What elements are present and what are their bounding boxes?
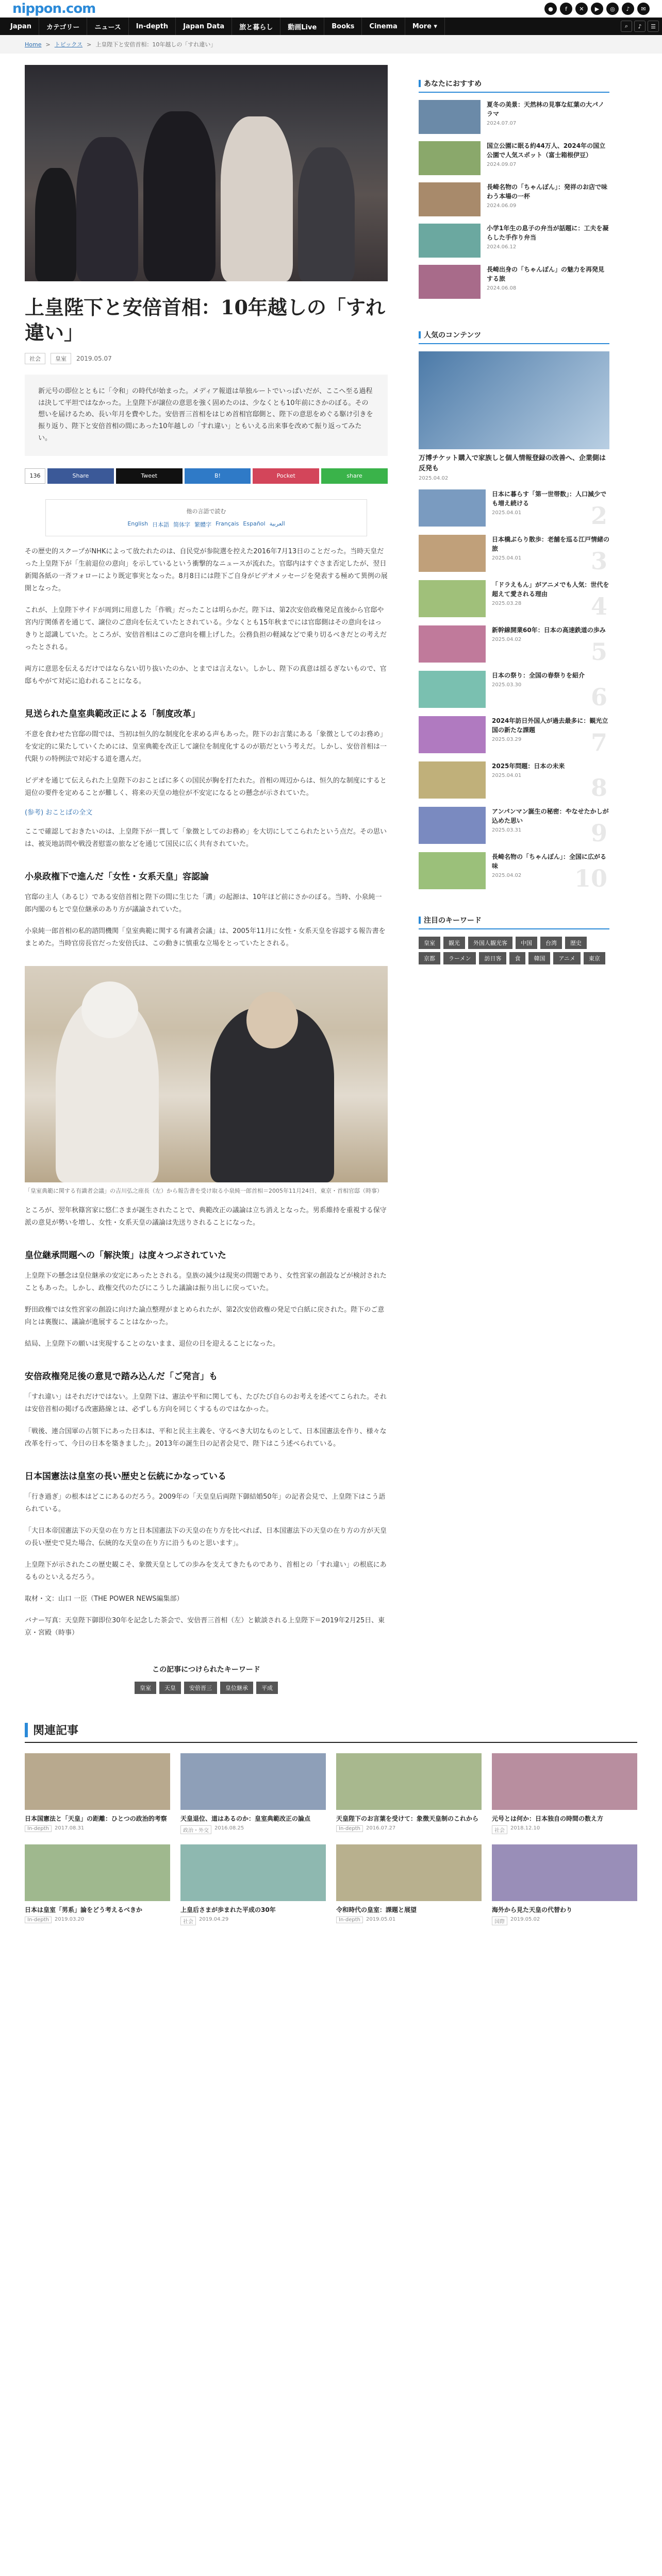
social-icon[interactable]: ● — [544, 3, 557, 15]
related-meta — [336, 1917, 482, 1923]
language-list — [53, 520, 359, 529]
heading-marker — [25, 1723, 28, 1737]
recommend-title: 国立公園に眠る約44万人、2024年の国立公園で人気スポット（富士箱根伊豆） — [487, 142, 606, 159]
paragraph: 「大日本帝国憲法下の天皇の在り方と日本国憲法下の天皇の在り方を比べれば、日本国憲法下の天皇の在り方の方が天皇の長い歴史で見た場合、伝統的な天皇の在り方に沿うものと思います」。 — [25, 1527, 387, 1547]
language-box — [45, 499, 367, 536]
recommend-thumbnail — [419, 265, 481, 299]
nav-item[interactable]: Books — [324, 18, 362, 35]
ranking-text — [492, 671, 585, 708]
related-title: 令和時代の皇室：課題と展望 — [336, 1906, 417, 1914]
ranking-number: 5 — [590, 638, 607, 666]
ranking-heading — [419, 330, 609, 344]
tag-social[interactable]: 社会 — [25, 353, 45, 364]
ranking-item-1[interactable] — [419, 351, 609, 481]
share-bar — [25, 468, 388, 484]
related-kind: In-depth — [336, 1825, 363, 1832]
related-date: 2019.04.29 — [199, 1917, 229, 1923]
article-meta — [25, 353, 388, 364]
related-kind: 政治・外交 — [180, 1825, 211, 1834]
related-thumbnail — [180, 1753, 326, 1810]
keyword-tag[interactable]: 訪日客 — [479, 952, 506, 964]
ranking-item[interactable] — [419, 671, 609, 711]
ranking-list — [419, 489, 610, 892]
recommend-date: 2024.06.08 — [487, 285, 517, 291]
nav-icon[interactable]: ☰ — [648, 21, 659, 32]
social-icon[interactable]: f — [560, 3, 572, 15]
ranking-thumbnail — [419, 807, 486, 844]
heading-marker — [419, 917, 421, 924]
keyword-tag[interactable]: 台湾 — [540, 937, 562, 949]
language-link[interactable]: 日本語 — [152, 521, 170, 528]
related-title: 日本国憲法と「天皇」の距離：ひとつの政治的考察 — [25, 1815, 167, 1823]
ranking-date: 2025.03.28 — [492, 601, 522, 606]
ranking-title: 日本橋ぶらり散歩：老舗を巡る江戸情緒の旅 — [492, 536, 610, 552]
recommend-item[interactable] — [419, 265, 609, 299]
keyword-tag[interactable]: 皇室 — [135, 1682, 156, 1694]
ranking-item[interactable] — [419, 625, 609, 666]
related-heading — [25, 1722, 637, 1743]
ranking-thumbnail — [419, 761, 486, 799]
related-kind: 社会 — [492, 1825, 507, 1834]
ranking-item[interactable] — [419, 716, 609, 756]
ranking-thumbnail — [419, 535, 486, 572]
facebook-share-button[interactable]: Share — [47, 468, 114, 484]
breadcrumb-link[interactable]: Home — [25, 41, 42, 48]
recommend-thumbnail — [419, 141, 481, 175]
ranking-title: 日本の祭り：全国の春祭りを紹介 — [492, 672, 585, 679]
ranking-text — [492, 761, 565, 799]
related-title: 天皇退位、道はあるのか：皇室典範改正の論点 — [180, 1815, 311, 1823]
breadcrumb — [0, 35, 662, 54]
related-date: 2019.05.02 — [510, 1917, 540, 1923]
tag-imperial[interactable]: 皇室 — [51, 353, 71, 364]
paragraph: 上皇陛下が示されたこの歴史観こそ、象徴天皇としての歩みを支えてきたものであり、首相との「すれ違い」の根底にあるものといえるだろう。 — [25, 1561, 387, 1581]
keyword-tag[interactable]: ラーメン — [443, 952, 476, 964]
related-kind: 社会 — [180, 1917, 196, 1925]
recommend-title: 夏冬の美景：天然林の見事な紅葉の大パノラマ — [487, 101, 605, 117]
tweet-button[interactable]: Tweet — [116, 468, 183, 484]
ranking-title: 新幹線開業60年：日本の高速鉄道の歩み — [492, 626, 606, 634]
social-icon[interactable]: ◎ — [606, 3, 619, 15]
language-link[interactable]: Français — [216, 520, 239, 527]
language-link[interactable]: 繁體字 — [194, 521, 212, 528]
related-date: 2016.07.27 — [366, 1825, 396, 1832]
ranking-title: 2024年訪日外国人が過去最多に：観光立国の新たな課題 — [492, 717, 608, 734]
article-date: 2019.05.07 — [76, 354, 112, 362]
article-lead: 新元号の即位とともに「令和」の時代が始まった。メディア報道は単独ルートでいっぱいだが、ここへ至る過程は決して平坦ではなかった。上皇陛下が譲位の意思を強く固めたのは、少なくとも10年前にさかのぼる。その想いを届けるため、長い年月を費やした。安倍晋三首相をはじめ首相官邸側と、陛下の意思をめぐる駆け引きを振り返り、陛下と安倍首相の間にあった10年越しの「すれ違い」ともいえる出来事を改めて振り返ってみたい。 — [25, 375, 388, 456]
paragraph: 官邸の主人（あるじ）である安倍首相と陛下の間に生じた「溝」の起源は、10年ほど前にさかのぼる。当時、小泉純一郎内閣のもとで皇位継承のあり方が議論されていた。 — [25, 893, 382, 914]
keyword-tag[interactable]: 観光 — [443, 937, 465, 949]
related-title: 関連記事 — [33, 1724, 79, 1738]
photo-caption: 「皇室典範に関する有識者会議」の吉川弘之座長（左）から報告書を受け取る小泉純一郎首相＝2005年11月24日、東京・首相官邸（時事） — [25, 1187, 383, 1194]
related-meta — [180, 1917, 326, 1925]
related-date: 2018.12.10 — [510, 1825, 540, 1832]
language-link[interactable]: 简体字 — [173, 521, 191, 528]
ranking-item[interactable] — [419, 761, 609, 802]
ranking-date: 2025.03.31 — [492, 827, 522, 833]
banner-credit: バナー写真：天皇陛下御即位30年を記念した茶会で、安倍晋三首相（左）と歓談される上皇陛下＝2019年2月25日、東京・宮殿（時事） — [25, 1616, 385, 1637]
ranking-title: 人気のコンテンツ — [424, 331, 482, 340]
related-grid — [25, 1753, 637, 1925]
breadcrumb-text: > — [87, 41, 92, 48]
logo-main-text: nippon — [12, 1, 62, 16]
ranking-title: 日本に暮らす「第一世帯数」：人口減少でも増え続ける — [492, 490, 607, 507]
related-meta — [492, 1825, 637, 1834]
logo-suffix-text: .com — [61, 1, 96, 16]
paragraph: 両方に意思を伝えるだけではならない切り抜いたのか、とまでは言えない。しかし、陛下の真意は揺るぎないもので、官邸もやがて対応に追われることになる。 — [25, 665, 387, 685]
related-thumbnail — [180, 1844, 326, 1901]
recommend-text — [487, 100, 609, 134]
keyword-tag[interactable]: 天皇 — [159, 1682, 181, 1694]
ranking-number: 6 — [590, 683, 607, 711]
recommend-title: あなたにおすすめ — [424, 80, 482, 88]
ranking-item[interactable] — [419, 807, 609, 847]
article-keywords-heading: この記事につけられたキーワード — [152, 1666, 260, 1674]
heading-marker — [419, 80, 421, 87]
sidebar — [419, 54, 609, 1694]
ranking-item[interactable] — [419, 535, 610, 575]
keywords-heading — [419, 915, 609, 929]
paragraph: これが、上皇陛下サイドが周到に用意した「作戦」だったことは明らかだ。陛下は、第2次安倍政権発足直後から官邸や宮内庁関係者を通じて、譲位のご意向を伝えていたとされている。少なくとも15年秋までには官邸側はその意向をはっきりと認識していた。ところが、安倍首相はこのご意向を棚上げした。公務負担の軽減などで乗り切るべきだとの考えだったとされる。 — [25, 606, 387, 651]
ranking-title: アンパンマン誕生の秘密：やなせたかしが込めた思い — [492, 808, 609, 824]
nav-item[interactable]: Japan Data — [176, 18, 232, 35]
ranking-title: 「ドラえもん」がアニメでも人気：世代を超えて愛される理由 — [492, 581, 609, 598]
ranking-date: 2025.04.01 — [492, 510, 522, 516]
recommend-text — [487, 182, 609, 216]
breadcrumb-link[interactable]: トピックス — [54, 41, 83, 48]
language-link[interactable]: Español — [243, 520, 266, 527]
related-title: 天皇陛下のお言葉を受けて：象徴天皇制のこれから — [336, 1815, 479, 1823]
related-card[interactable] — [336, 1753, 482, 1834]
ranking-title: 2025年問題：日本の未来 — [492, 762, 565, 770]
related-meta — [25, 1917, 170, 1923]
related-thumbnail — [336, 1753, 482, 1810]
ranking-date: 2025.03.29 — [492, 737, 522, 742]
nav-item[interactable]: Japan — [3, 18, 39, 35]
keyword-tag[interactable]: 食 — [509, 952, 525, 964]
nav-item[interactable]: 動画Live — [280, 18, 324, 35]
keyword-tag[interactable]: 安倍晋三 — [184, 1682, 217, 1694]
related-card[interactable] — [25, 1753, 170, 1834]
site-logo[interactable] — [12, 1, 95, 16]
ranking-number: 10 — [574, 865, 607, 892]
breadcrumb-text: 上皇陛下と安倍首相：10年越しの「すれ違い」 — [95, 41, 217, 48]
main-nav — [0, 18, 662, 35]
keyword-tag[interactable]: 外国人観光客 — [468, 937, 512, 949]
recommend-thumbnail — [419, 100, 481, 134]
nav-item[interactable]: More ▾ — [405, 18, 445, 35]
related-thumbnail — [492, 1844, 637, 1901]
ranking-text — [492, 625, 606, 663]
ranking-number: 8 — [590, 774, 607, 802]
related-thumbnail — [25, 1753, 170, 1810]
ranking-item[interactable] — [419, 489, 609, 530]
paragraph: 「すれ違い」はそれだけではない。上皇陛下は、憲法や平和に関しても、たびたび自らのお考えを述べてこられた。それは安倍首相の掲げる改憲路線とは、必ずしも方向を同じくするものではなかった。 — [25, 1393, 387, 1414]
pocket-button[interactable]: Pocket — [253, 468, 319, 484]
paragraph: 不意を食わせた官邸の間では、当初は恒久的な制度化を求める声もあった。陛下のお言葉にある「象徴としてのお務め」を安定的に果たしていくためには、皇室典範を改正して譲位を制度化するのが筋だという考えだ。しかし、安倍首相は一代限りの特例法で対応する道を選んだ。 — [25, 731, 387, 764]
paragraph: 野田政権では女性宮家の創設に向けた論点整理がまとめられたが、第2次安倍政権の発足で白紙に戻された。陛下のご意向とは裏腹に、議論が進展することはなかった。 — [25, 1306, 385, 1327]
recommend-item[interactable] — [419, 100, 609, 134]
recommend-date: 2024.09.07 — [487, 162, 517, 167]
reference-link[interactable]: (参考) おことばの全文 — [25, 809, 93, 817]
keyword-tag[interactable]: 京都 — [419, 952, 440, 964]
recommend-list — [419, 100, 609, 299]
social-icons — [544, 3, 650, 15]
ranking-thumbnail — [419, 852, 486, 889]
related-card[interactable] — [180, 1844, 326, 1925]
section-heading: 日本国憲法は皇室の長い歴史と伝統にかなっている — [25, 1471, 226, 1482]
ranking-number: 3 — [590, 547, 607, 575]
related-card[interactable] — [492, 1753, 637, 1834]
author-credit: 取材・文：山口 一臣（THE POWER NEWS編集部） — [25, 1595, 184, 1603]
paragraph: その歴史的スクープがNHKによって放たれたのは、自民党が参院選を控えた2016年7月13日のことだった。当時天皇だった上皇陛下が「生前退位の意向」を示しているという衝撃的なニュースが流れた。官邸内はすぐさま否定したが、翌日新聞各紙の一斉フォローにより既定事実となった。8月8日には陛下ご自身がビデオメッセージを発表する極めて異例の展開となった。 — [25, 547, 388, 592]
related-card[interactable] — [25, 1844, 170, 1925]
nav-icon[interactable]: ⌕ — [621, 21, 632, 32]
related-meta — [25, 1825, 170, 1832]
paragraph: 上皇陛下の懸念は皇位継承の安定にあったとされる。皇族の減少は現実の問題であり、女性宮家の創設などが検討されたこともあった。しかし、政権交代のたびにこうした議論は振り出しに戻っていた。 — [25, 1272, 387, 1293]
social-icon[interactable]: ✉ — [637, 3, 650, 15]
social-icon[interactable]: ✕ — [575, 3, 588, 15]
keyword-tag[interactable]: 中国 — [516, 937, 537, 949]
related-kind: 国際 — [492, 1917, 507, 1925]
keywords-title: 注目のキーワード — [424, 917, 482, 925]
ranking-number: 4 — [590, 592, 607, 620]
article-title: 上皇陛下と安倍首相：10年越しの「すれ違い」 — [25, 296, 385, 345]
hero-photo — [25, 65, 388, 281]
breadcrumb-text: > — [45, 41, 51, 48]
hatena-button[interactable]: B! — [185, 468, 251, 484]
ranking-date: 2025.04.02 — [492, 637, 522, 642]
ranking-title: 長崎名物の「ちゃんぽん」：全国に広がる味 — [492, 853, 607, 870]
recommend-title: 長崎名物の「ちゃんぽん」：発祥のお店で味わう本場の一杯 — [487, 183, 608, 200]
related-date: 2019.03.20 — [55, 1917, 85, 1923]
ranking-title-1: 万博チケット購入で家族しと個人情報登録の改善へ、企業側は反発も — [419, 454, 606, 472]
nav-item[interactable]: Cinema — [362, 18, 405, 35]
ranking-date-1: 2025.04.02 — [419, 476, 449, 481]
ranking-thumbnail — [419, 351, 609, 449]
related-thumbnail — [25, 1844, 170, 1901]
related-kind: In-depth — [25, 1917, 52, 1923]
ranking-number: 2 — [590, 502, 607, 530]
top-bar — [0, 0, 662, 18]
related-title: 日本は皇室「男系」論をどう考えるべきか — [25, 1906, 143, 1914]
related-meta — [336, 1825, 482, 1832]
heading-marker — [419, 331, 421, 338]
nav-right-icons — [621, 21, 659, 32]
recommend-item[interactable] — [419, 224, 609, 258]
ranking-thumbnail — [419, 625, 486, 663]
related-card[interactable] — [336, 1844, 482, 1925]
ranking-item[interactable] — [419, 580, 609, 620]
keyword-tag[interactable]: 歴史 — [565, 937, 587, 949]
paragraph: 結局、上皇陛下の願いは実現することのないまま、退位の日を迎えることになった。 — [25, 1340, 280, 1348]
related-kind: In-depth — [336, 1917, 363, 1923]
line-share-button[interactable]: share — [321, 468, 388, 484]
related-kind: In-depth — [25, 1825, 52, 1832]
paragraph: 「行き過ぎ」の根本はどこにあるのだろう。2009年の「天皇皇后両陛下御結婚50年」の記者会見で、上皇陛下はこう語られている。 — [25, 1493, 386, 1513]
other-language-label: 他の言語で読む — [186, 507, 226, 515]
share-count: 136 — [25, 468, 45, 484]
recommend-date: 2024.07.07 — [487, 121, 517, 126]
recommend-item[interactable] — [419, 141, 609, 175]
recommend-date: 2024.06.09 — [487, 203, 517, 209]
recommend-heading — [419, 78, 609, 93]
paragraph: ここで確認しておきたいのは、上皇陛下が一貫して「象徴としてのお務め」を大切にしてこられたという点だ。その思いは、被災地訪問や戦没者慰霊の旅などを通じて国民に広く共有されていた。 — [25, 828, 387, 849]
ranking-thumbnail — [419, 716, 486, 753]
paragraph: 「戦後、連合国軍の占領下にあった日本は、平和と民主主義を、守るべき大切なものとして、日本国憲法を作り、様々な改革を行って、今日の日本を築きました」。2013年の誕生日の記者会見で、陛下はこう述べられている。 — [25, 1427, 387, 1448]
related-card[interactable] — [492, 1844, 637, 1925]
section-heading: 皇位継承問題への「解決策」は度々つぶされていた — [25, 1250, 226, 1261]
recommend-title: 長崎出身の「ちゃんぽん」の魅力を再発見する旅 — [487, 266, 605, 282]
recommend-item[interactable] — [419, 182, 609, 216]
related-card[interactable] — [180, 1753, 326, 1834]
keyword-tag[interactable]: 皇位継承 — [220, 1682, 253, 1694]
related-thumbnail — [336, 1844, 482, 1901]
recommend-thumbnail — [419, 224, 481, 258]
recommend-title: 小学1年生の息子の弁当が話題に：工夫を凝らした手作り弁当 — [487, 225, 609, 241]
section-heading: 安倍政権発足後の意見で踏み込んだ「ご発言」も — [25, 1371, 218, 1382]
ranking-item[interactable] — [419, 852, 609, 892]
related-title: 元号とは何か：日本独自の時間の数え方 — [492, 1815, 604, 1823]
keyword-tag[interactable]: アニメ — [553, 952, 580, 964]
related-title: 上皇后さまが歩まれた平成の30年 — [180, 1906, 276, 1914]
related-title: 海外から見た天皇の代替わり — [492, 1906, 573, 1914]
ranking-date: 2025.03.30 — [492, 682, 522, 688]
recommend-text — [487, 265, 609, 299]
related-thumbnail — [492, 1753, 637, 1810]
nav-item[interactable]: カテゴリー — [39, 18, 87, 35]
keyword-tag[interactable]: 韓国 — [528, 952, 550, 964]
ranking-date: 2025.04.02 — [492, 873, 522, 878]
social-icon[interactable]: ▶ — [591, 3, 603, 15]
paragraph: ビデオを通じて伝えられた上皇陛下のおことばに多くの国民が胸を打たれた。首相の周辺からは、恒久的な制度にすると退位の要件を定めることが難しく、将来の天皇の地位が不安定になるとの懸念が示されていた。 — [25, 777, 387, 798]
ranking-number: 7 — [590, 728, 607, 756]
ranking-date: 2025.04.01 — [492, 555, 522, 561]
ranking-thumbnail — [419, 580, 486, 617]
language-link[interactable]: العربية — [269, 520, 285, 527]
section-heading: 見送られた皇室典範改正による「制度改革」 — [25, 709, 200, 719]
recommend-thumbnail — [419, 182, 481, 216]
social-icon[interactable]: ♪ — [622, 3, 634, 15]
nav-icon[interactable]: ♪ — [634, 21, 646, 32]
keyword-tag[interactable]: 東京 — [584, 952, 605, 964]
nav-item[interactable]: In-depth — [129, 18, 176, 35]
ranking-date: 2025.04.01 — [492, 773, 522, 778]
nav-item[interactable]: 旅と暮らし — [232, 18, 280, 35]
keyword-tag[interactable]: 平成 — [256, 1682, 278, 1694]
nav-item[interactable]: ニュース — [87, 18, 128, 35]
recommend-date: 2024.06.12 — [487, 244, 517, 250]
paragraph: ところが、翌年秋篠宮家に悠仁さまが誕生されたことで、典範改正の議論は立ち消えとなった。男系維持を重視する保守派の意見が勢いを増し、女性・女系天皇の議論は先送りされることになった。 — [25, 1207, 387, 1227]
related-meta — [180, 1825, 326, 1834]
paragraph: 小泉純一郎首相の私的諮問機関「皇室典範に関する有識者会議」は、2005年11月に女性・女系天皇を容認する報告書をまとめた。当時官房長官だった安倍氏は、この動きに慎重な立場をとっていたとされる。 — [25, 927, 386, 948]
ranking-thumbnail — [419, 489, 486, 527]
article-photo — [25, 966, 388, 1182]
related-meta — [492, 1917, 637, 1925]
ranking-thumbnail — [419, 671, 486, 708]
article-keywords — [25, 1682, 388, 1694]
ranking-number: 9 — [590, 819, 607, 847]
related-date: 2017.08.31 — [55, 1825, 85, 1832]
related-date: 2019.05.01 — [366, 1917, 396, 1923]
sidebar-keywords — [419, 937, 609, 964]
keyword-tag[interactable]: 皇室 — [419, 937, 440, 949]
language-link[interactable]: English — [127, 520, 148, 527]
related-date: 2016.08.25 — [214, 1825, 244, 1832]
recommend-text — [487, 224, 609, 258]
recommend-text — [487, 141, 609, 175]
section-heading: 小泉政権下で進んだ「女性・女系天皇」容認論 — [25, 872, 209, 883]
article-body — [25, 546, 388, 1640]
article-main — [25, 54, 388, 1694]
